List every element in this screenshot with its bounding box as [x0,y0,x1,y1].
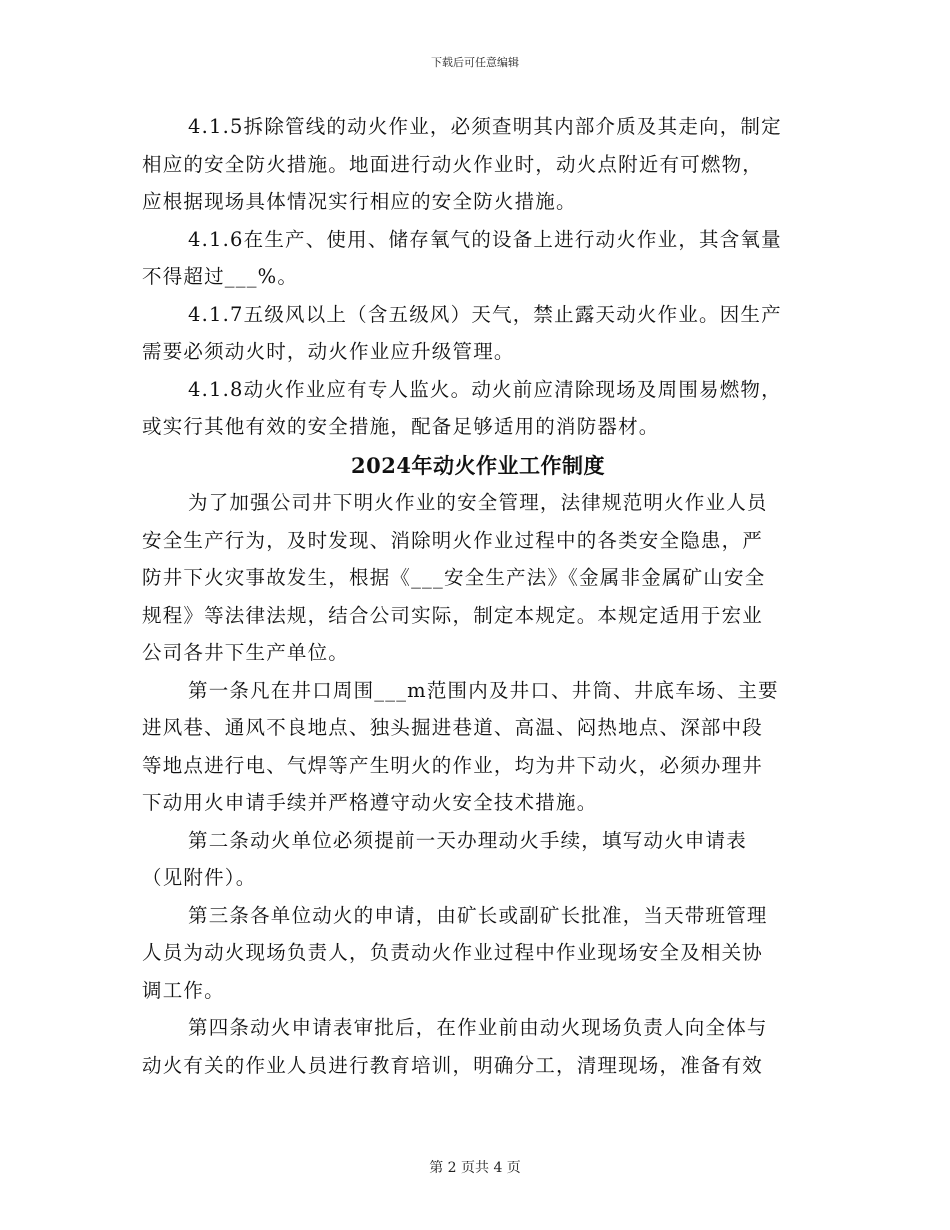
text-line: 或实行其他有效的安全措施，配备足够适用的消防器材。 [142,415,660,438]
text-line: 人员为动火现场负责人，负责动火作业过程中作业现场安全及相关协 [142,941,764,964]
rule-paragraph [142,484,814,672]
text-line: 需要必须动火时，动火作业应升级管理。 [142,340,515,363]
text-line: 为了加强公司井下明火作业的安全管理，法律规范明火作业人员 [188,491,768,514]
rule-paragraph [142,897,814,1010]
text-line: 4.1.6在生产、使用、储存氧气的设备上进行动火作业，其含氧量 [188,227,782,251]
text-line: 不得超过___%。 [142,265,299,288]
text-line: 4.1.7五级风以上（含五级风）天气，禁止露天动火作业。因生产 [188,302,782,326]
text-line: 动火有关的作业人员进行教育培训，明确分工，清理现场，准备有效 [142,1053,764,1077]
text-line: 等地点进行电、气焊等产生明火的作业，均为井下动火，必须办理井 [142,753,764,777]
text-line: 规程》等法律法规，结合公司实际，制定本规定。本规定适用于宏业 [142,603,764,627]
text-line: 应根据现场具体情况实行相应的安全防火措施。 [142,190,577,213]
text-line: 安全生产行为，及时发现、消除明火作业过程中的各类安全隐患，严 [142,528,764,552]
text-line: 防井下火灾事故发生，根据《___安全生产法》《金属非金属矿山安全 [142,566,766,589]
section-4-clauses [142,108,814,446]
text-line: 进风巷、通风不良地点、独头掘进巷道、高温、闷热地点、深部中段 [142,716,764,739]
document-title: 2024年动火作业工作制度 [351,452,605,478]
clause-paragraph [142,296,814,371]
text-line: 公司各井下生产单位。 [142,641,350,664]
section-fire-work-rules [142,484,814,1084]
text-line: 第二条动火单位必须提前一天办理动火手续，填写动火申请表 [188,828,747,852]
text-line: 下动用火申请手续并严格遵守动火安全技术措施。 [142,791,598,814]
text-line: 4.1.8动火作业应有专人监火。动火前应清除现场及周围易燃物， [188,377,782,401]
clause-paragraph [142,108,814,221]
page-header: 下载后可任意编辑 [431,56,519,69]
text-line: 调工作。 [142,978,225,1002]
clause-paragraph [142,371,814,446]
rule-paragraph [142,822,814,897]
clause-paragraph [142,221,814,296]
rule-paragraph [142,1009,814,1084]
text-line: 第三条各单位动火的申请，由矿长或副矿长批准，当天带班管理 [188,903,768,927]
text-line: 第四条动火申请表审批后，在作业前由动火现场负责人向全体与 [188,1016,768,1039]
document-body [142,108,814,1084]
text-line: （见附件）。 [142,866,257,889]
page-footer: 第 2 页共 4 页 [429,1160,521,1176]
text-line: 4.1.5拆除管线的动火作业，必须查明其内部介质及其走向，制定 [188,115,782,138]
text-line: 相应的安全防火措施。地面进行动火作业时，动火点附近有可燃物， [142,152,764,176]
rule-paragraph [142,672,814,822]
text-line: 第一条凡在井口周围___m范围内及井口、井筒、井底车场、主要 [188,678,779,702]
